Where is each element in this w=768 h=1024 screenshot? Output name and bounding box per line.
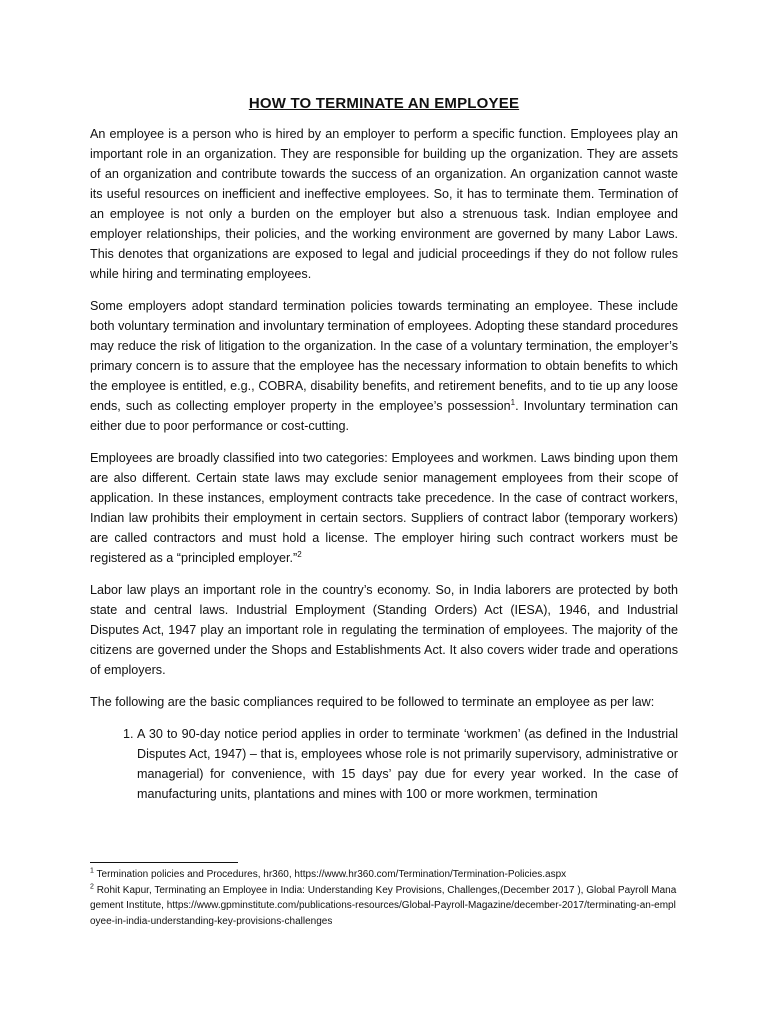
footnote-text: Termination policies and Procedures, hr360, https://www.hr360.com/Termination/Termination-Policies.aspx xyxy=(96,869,567,880)
paragraph-1 xyxy=(90,124,678,284)
footnote-number: 1 xyxy=(90,867,94,875)
footnote-ref-2[interactable]: 2 xyxy=(297,549,302,559)
list-intro: The following are the basic compliances required to be followed to terminate an employee as per law: xyxy=(90,695,655,709)
footnote-separator xyxy=(90,862,238,863)
list-item: 1. A 30 to 90-day notice period applies in order to terminate ‘workmen’ (as defined in the Industrial Disputes Act, 1947) – that is, employees whose role is not primarily supervisory, administrative or managerial) for convenience, with 15 days’ pay due for every year worked. In the case of manufacturing units, plantations and mines with 100 or more workmen, termination xyxy=(137,724,678,804)
footnote-1 xyxy=(90,867,678,883)
compliance-list xyxy=(90,724,678,804)
paragraph-2-tail: . Involuntary termination can either due to poor performance or cost-cutting. xyxy=(90,399,678,433)
paragraph-1-text: An employee is a person who is hired by an employer to perform a specific function. Employees play an important role in an organization. They are responsible for building up the organization. They are assets of an organization and contribute towards the success of an organization. An organization cannot waste its useful resources on inefficient and ineffective employees. So, it has to terminate them. Termination of an employee is not only a burden on the employer but also a strenuous task. Indian employee and employer relationships, their policies, and the working environment are governed by many Labor Laws. This denotes that organizations are exposed to legal and judicial proceedings if they do not follow rules while hiring and terminating employees. xyxy=(90,127,678,281)
footnotes xyxy=(90,862,678,929)
footnote-number: 2 xyxy=(90,883,94,891)
document-body xyxy=(90,94,678,804)
paragraph-4 xyxy=(90,580,678,680)
document-title: HOW TO TERMINATE AN EMPLOYEE xyxy=(248,95,520,112)
footnote-2 xyxy=(90,883,678,930)
paragraph-2-text: Some employers adopt standard termination policies towards terminating an employee. These include both voluntary termination and involuntary termination of employees. Adopting these standard procedures may reduce the risk of litigation to the organization. In the case of a voluntary termination, the employer’s primary concern is to assure that the employee has the necessary information to obtain benefits to which the employee is entitled, e.g., COBRA, disability benefits, and retirement benefits, and to tie up any loose ends, such as collecting employer property in the employee’s possession xyxy=(90,299,678,413)
footnote-text: Rohit Kapur, Terminating an Employee in India: Understanding Key Provisions, Challenges,(December 2017 ), Global Payroll Management Institute, https://www.gpminstitute.com/publications-resources/Global-Payroll-Magazine/december-2017/terminating-an-employee-in-india-understanding-key-provisions-challenges xyxy=(90,884,677,927)
paragraph-2 xyxy=(90,296,678,436)
paragraph-3-text: Employees are broadly classified into two categories: Employees and workmen. Laws binding upon them are also different. Certain state laws may exclude senior management employees from their scope of application. In these instances, employment contracts take precedence. In the case of contract workers, Indian law prohibits their employment in certain sectors. Suppliers of contract labor (temporary workers) are called contractors and must hold a license. The employer hiring such contract workers must be registered as a “principled employer.” xyxy=(90,451,678,565)
footnote-ref-1[interactable]: 1 xyxy=(510,397,516,407)
paragraph-4-text: Labor law plays an important role in the country’s economy. So, in India laborers are protected by both state and central laws. Industrial Employment (Standing Orders) Act (IESA), 1946, and Industrial Disputes Act, 1947 play an important role in regulating the termination of employees. The majority of the citizens are governed under the Shops and Establishments Act. It also covers wider trade and operations of employers. xyxy=(90,583,678,677)
paragraph-3 xyxy=(90,448,678,568)
